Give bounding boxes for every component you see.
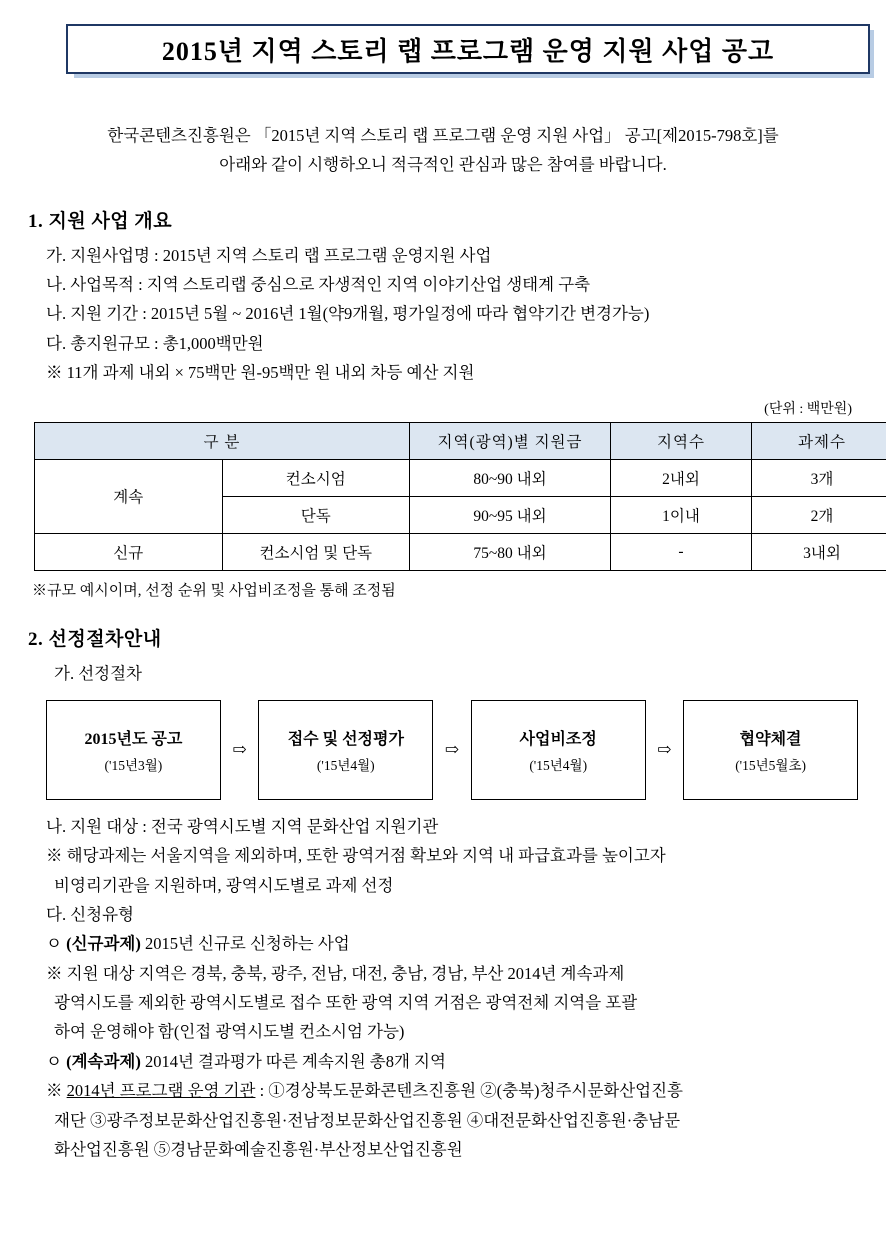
apply-type-new-label: (신규과제) [66, 934, 141, 954]
table-header-regions: 지역수 [611, 422, 752, 459]
bullet-circle-icon: ㅇ [46, 1051, 62, 1071]
table-note: ※규모 예시이며, 선정 순위 및 사업비조정을 통해 조정됨 [32, 582, 396, 599]
table-cell-tasks: 2개 [752, 496, 886, 533]
table-cell-division: 컨소시엄 [222, 459, 410, 496]
section-2-line: 다. 신청유형 [46, 904, 134, 924]
bullet-circle-icon: ㅇ [46, 934, 62, 954]
apply-type-continue-note [28, 1076, 858, 1105]
table-header-amount: 지역(광역)별 지원금 [410, 422, 611, 459]
apply-type-new-note: ※ 지원 대상 지역은 경북, 충북, 광주, 전남, 대전, 충남, 경남, 부산 2014년 계속과제 [46, 963, 625, 983]
section-2-heading: 2. 선정절차안내 [28, 628, 162, 650]
intro-line-1: 한국콘텐츠진흥원은 「2015년 지역 스토리 랩 프로그램 운영 지원 사업」 공고[제2015-798호]를 [107, 126, 779, 145]
arrow-right-icon: ⇨ [657, 739, 672, 759]
apply-type-continue-label: (계속과제) [66, 1051, 141, 1071]
note-marker: ※ [46, 1081, 63, 1101]
section-1-heading: 1. 지원 사업 개요 [28, 210, 173, 232]
table-cell-regions: 1이내 [611, 496, 752, 533]
table-header-division: 구 분 [35, 422, 410, 459]
section-2-line: 나. 지원 대상 : 전국 광역시도별 지역 문화산업 지원기관 [46, 816, 439, 836]
flow-step-1 [46, 700, 221, 800]
apply-type-continue-text: 2014년 결과평가 따른 계속지원 총8개 지역 [144, 1051, 446, 1071]
selection-flow-diagram [46, 700, 858, 800]
arrow-right-icon: ⇨ [232, 739, 247, 759]
flow-step-period: ('15년4월) [316, 757, 375, 773]
table-row [35, 533, 886, 570]
prior-year-orgs-line-2: 재단 ③광주정보문화산업진흥원·전남정보문화산업진흥원 ④대전문화산업진흥원·충남문 [54, 1110, 681, 1130]
title-box [66, 24, 870, 74]
flow-step-2 [258, 700, 433, 800]
prior-year-orgs-label: 2014년 프로그램 운영 기관 [66, 1081, 256, 1101]
section-1-item: 나. 지원 기간 : 2015년 5월 ~ 2016년 1월(약9개월, 평가일정에 따라 협약기간 변경가능) [46, 304, 650, 324]
table-header-tasks: 과제수 [752, 422, 886, 459]
table-cell-regions: - [611, 533, 752, 570]
flow-step-label: 접수 및 선정평가 [287, 730, 404, 748]
table-unit-note: (단위 : 백만원) [764, 401, 852, 417]
table-cell-amount: 80~90 내외 [410, 459, 611, 496]
apply-type-continue [28, 1047, 858, 1076]
section-1-item: 다. 총지원규모 : 총1,000백만원 [46, 333, 264, 353]
table-cell-tasks: 3개 [752, 459, 886, 496]
flow-step-3 [471, 700, 646, 800]
arrow-right-icon: ⇨ [444, 739, 460, 759]
table-cell-regions: 2내외 [611, 459, 752, 496]
flow-step-period: ('15년4월) [529, 757, 588, 773]
apply-type-new-note: 하여 운영해야 함(인접 광역시도별 컨소시엄 가능) [54, 1022, 405, 1042]
flow-step-period: ('15년3월) [104, 757, 163, 773]
apply-type-new [28, 929, 858, 958]
flow-step-period: ('15년5월초) [735, 757, 806, 773]
prior-year-orgs-line-3: 화산업진흥원 ⑤경남문화예술진흥원·부산정보산업진흥원 [54, 1139, 463, 1159]
section-2-line: ※ 해당과제는 서울지역을 제외하며, 또한 광역거점 확보와 지역 내 파급효과를 높이고자 [46, 846, 666, 866]
section-1-item: 나. 사업목적 : 지역 스토리랩 중심으로 자생적인 지역 이야기산업 생태계 구축 [46, 275, 591, 295]
table-cell-division: 단독 [222, 496, 410, 533]
table-cell-category: 신규 [35, 533, 223, 570]
flow-step-label: 협약체결 [739, 730, 802, 748]
intro-line-2: 아래와 같이 시행하오니 적극적인 관심과 많은 참여를 바랍니다. [219, 154, 667, 174]
apply-type-new-text: 2015년 신규로 신청하는 사업 [144, 934, 350, 954]
section-1-item: 가. 지원사업명 : 2015년 지역 스토리 랩 프로그램 운영지원 사업 [46, 245, 492, 265]
table-cell-amount: 90~95 내외 [410, 496, 611, 533]
intro-paragraph [28, 122, 858, 180]
table-cell-division: 컨소시엄 및 단독 [222, 533, 410, 570]
section-2-line: 비영리기관을 지원하며, 광역시도별로 과제 선정 [54, 875, 394, 895]
table-cell-tasks: 3내외 [752, 533, 886, 570]
flow-step-label: 사업비조정 [519, 730, 597, 748]
table-row [35, 459, 886, 496]
title-banner [28, 22, 858, 78]
table-cell-category: 계속 [35, 459, 223, 533]
prior-year-orgs-line-1: : ①경상북도문화콘텐츠진흥원 ②(충북)청주시문화산업진흥 [255, 1081, 683, 1101]
section-1-item: ※ 11개 과제 내외 × 75백만 원-95백만 원 내외 차등 예산 지원 [46, 363, 475, 383]
flow-step-label: 2015년도 공고 [84, 730, 183, 748]
table-header-row [35, 422, 886, 459]
flow-step-4 [683, 700, 858, 800]
grant-table [34, 422, 886, 571]
table-cell-amount: 75~80 내외 [410, 533, 611, 570]
section-2-sub-a: 가. 선정절차 [54, 663, 142, 683]
apply-type-new-note: 광역시도를 제외한 광역시도별로 접수 또한 광역 지역 거점은 광역전체 지역을 포괄 [54, 993, 638, 1013]
page-title: 2015년 지역 스토리 랩 프로그램 운영 지원 사업 공고 [161, 36, 775, 66]
